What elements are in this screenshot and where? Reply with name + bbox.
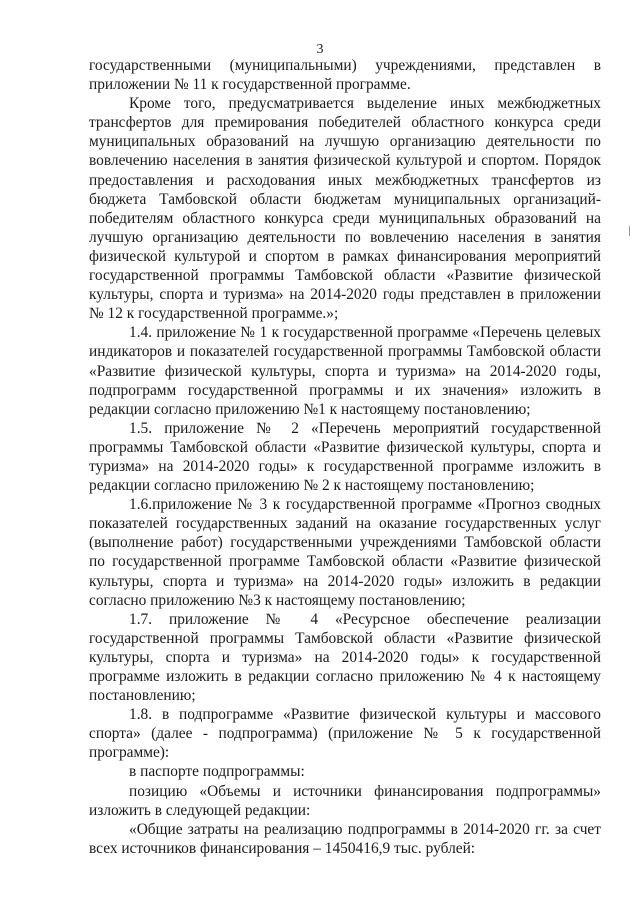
paragraph-passport: в паспорте подпрограммы: <box>129 763 305 781</box>
document-body <box>89 56 601 858</box>
paragraph-item-1-6: 1.6.приложение № 3 к государственной программе «Прогноз сводных показателей государственных заданий на оказание государственных услуг (выполнение работ) государственными учреждениями Тамбовской области по государственной программе Тамбовской области «Развитие физической культуры, спорта и туризма» на 2014-2020 годы» изложить в редакции согласно приложению №3 к настоящему постановлению; <box>89 496 601 609</box>
paragraph-item-1-8: 1.8. в подпрограмме «Развитие физической культуры и массового спорта» (далее - подпрограмма) (приложение № 5 к государственной программе): <box>89 706 601 762</box>
paragraph-interbudget-transfers: Кроме того, предусматривается выделение иных межбюджетных трансфертов для премирования победителей областного конкурса среди муниципальных образований на лучшую организацию деятельности по вовлечению населения в занятия физической культурой и спортом. Порядок предоставления и расходования иных межбюджетных трансфертов из бюджета Тамбовской области бюджетам муниципальных организаций-победителям областного конкурса среди муниципальных образований на лучшую организацию деятельности по вовлечению населения в занятия физической культурой и спортом в рамках финансирования мероприятий государственной программы Тамбовской области «Развитие физической культуры, спорта и туризма» на 2014-2020 годы представлен в приложении № 12 к государственной программе.»; <box>89 95 601 323</box>
paragraph-item-1-7: 1.7. приложение № 4 «Ресурсное обеспечение реализации государственной программы Тамбовской области «Развитие физической культуры, спорта и туризма» на 2014-2020 годы» к государственной программе изложить в редакции согласно приложению № 4 к настоящему постановлению; <box>89 610 601 705</box>
paragraph-total-costs: «Общие затраты на реализацию подпрограммы в 2014-2020 гг. за счет всех источников финансирования – 1450416,9 тыс. рублей: <box>89 820 601 857</box>
paragraph-position-funding: позицию «Объемы и источники финансирования подпрограммы» изложить в следующей редакции: <box>89 782 601 819</box>
paragraph-item-1-4: 1.4. приложение № 1 к государственной программе «Перечень целевых индикаторов и показателей государственной программы Тамбовской области «Развитие физической культуры, спорта и туризма» на 2014-2020 годы, подпрограмм государственной программы и их значения» изложить в редакции согласно приложению №1 к настоящему постановлению; <box>89 324 601 418</box>
paragraph-item-1-5: 1.5. приложение № 2 «Перечень мероприятий государственной программы Тамбовской области «Развитие физической культуры, спорта и туризма» на 2014-2020 годы» к государственной программе изложить в редакции согласно приложению № 2 к настоящему постановлению; <box>89 419 601 495</box>
paragraph-continuation: государственными (муниципальными) учреждениями, представлен в приложении № 11 к государственной программе. <box>89 57 601 94</box>
page-number: 3 <box>316 42 324 57</box>
scan-edge-mark <box>629 226 630 236</box>
